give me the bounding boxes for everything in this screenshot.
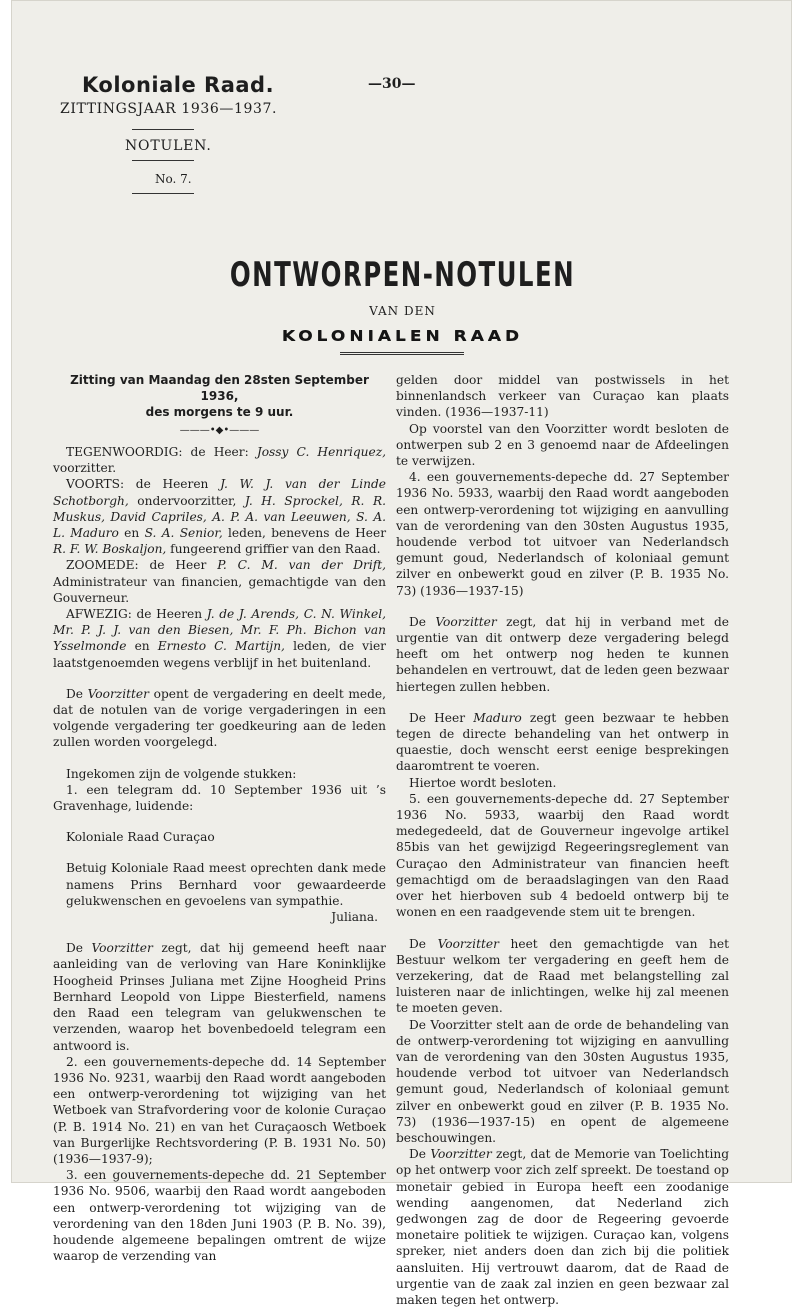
memo-role: Voorzitter bbox=[430, 1147, 492, 1162]
header-rule-bottom bbox=[132, 193, 194, 194]
attendance-further bbox=[53, 476, 386, 557]
council-banner-text: KOLONIALEN RAAD bbox=[281, 327, 524, 345]
maduro-lead: De Heer bbox=[409, 710, 474, 725]
present-tail: voorzitter. bbox=[53, 461, 117, 476]
telegram-signature: Juliana. bbox=[331, 910, 378, 925]
session-year: ZITTINGSJAAR 1936—1937. bbox=[60, 101, 278, 117]
memo-lead: De bbox=[409, 1147, 431, 1162]
sitting-heading-line1: Zitting van Maandag den 28sten September 1936, bbox=[70, 373, 369, 403]
document-page bbox=[11, 0, 792, 1307]
urgency-role: Voorzitter bbox=[435, 614, 497, 629]
also-tail: Administrateur van financien, gemachtigde van den Gouverneur. bbox=[53, 574, 386, 605]
main-title: ONTWORPEN-NOTULEN bbox=[229, 255, 576, 295]
also-name: P. C. M. van der Drift, bbox=[217, 558, 386, 573]
further-lead: VOORTS: de Heeren bbox=[66, 477, 221, 492]
further-mid-2: en bbox=[118, 526, 145, 541]
further-mid-1: ondervoorzitter, bbox=[128, 493, 245, 508]
decision: Hiertoe wordt besloten. bbox=[409, 775, 557, 790]
welcome-lead: De bbox=[409, 936, 438, 951]
further-tail: fungeerend griffier van den Raad. bbox=[166, 542, 381, 557]
memo-tail: zegt, dat de Memorie van Toelichting op het ontwerp voor zich zelf spreekt. De toestand op monetair gebied in Europa heeft een zoodanige wending aangenomen, dat Nederland zich gedwongen zag de door de Regeering gevoerde monetaire politiek te wijzigen. Curaçao kan, volgens spreker, niet anders doen dan zich bij die politiek aansluiten. Hij vertrouwt daarom, dat de Raad de urgentie van de zaak zal inzien en geen bezwaar zal maken tegen het ontwerp. bbox=[396, 1147, 730, 1307]
maduro-statement bbox=[396, 710, 729, 775]
item-1: 1. een telegram dd. 10 September 1936 uit ’s Gravenhage, luidende: bbox=[53, 782, 386, 814]
notulen-label: NOTULEN. bbox=[125, 138, 212, 154]
absent-names-2: Ernesto C. Martijn, bbox=[157, 639, 285, 654]
page-number: —30— bbox=[368, 76, 416, 92]
chair-says-role: Voorzitter bbox=[91, 941, 153, 956]
sitting-heading bbox=[53, 372, 386, 420]
attendance-present bbox=[53, 444, 386, 476]
item-2: 2. een gouvernements-depeche dd. 14 September 1936 No. 9231, waarbij den Raad wordt aangeboden een ontwerp-verordening tot wijziging van het Wetboek van Strafvordering voor de kolonie Curaçao (P. B. 1914 No. 21) en van het Curaçaosch Wetboek van Burgerlijke Rechtsvordering (P. B. 1931 No. 50) (1936—1937-9); bbox=[53, 1054, 386, 1166]
opening-lead: De bbox=[66, 686, 88, 701]
present-name: Jossy C. Henriquez, bbox=[256, 445, 387, 459]
item-5: 5. een gouvernements-depeche dd. 27 September 1936 No. 5933, waarbij den Raad wordt medegedeeld, dat de Gouverneur ingevolge artikel 85bis van het gewijzigd Regeeringsreglement van Curaçao den Administrateur van financien heeft gemachtigd om de beraadslagingen van den Raad over het hierboven sub 4 bedoeld ontwerp bij te wonen en een raadgevende stem uit te brengen. bbox=[396, 791, 729, 920]
opening-tail: opent de vergadering en deelt mede, dat de notulen van de vorige vergaderingen in een volgende vergadering ter goedkeuring aan de leden zullen worden voorgelegd. bbox=[53, 686, 387, 750]
attendance-also bbox=[53, 557, 386, 606]
item-4: 4. een gouvernements-depeche dd. 27 September 1936 No. 5933, waarbij den Raad wordt aangeboden een ontwerp-verordening tot wijziging en aanvulling van de verordening van den 30sten Augustus 1935, houdende verbod tot uitvoer van Nederlandsch gemunt goud, Nederlandsch of koloniaal gemunt zilver en onbewerkt goud en zilver (P. B. 1935 No. 73) (1936—1937-15) bbox=[396, 470, 729, 598]
memo-statement bbox=[396, 1146, 729, 1308]
chair-statement bbox=[53, 940, 386, 1053]
further-names-4: R. F. W. Boskaljon, bbox=[53, 542, 167, 557]
maduro-tail: zegt geen bezwaar te hebben tegen de directe behandeling van het ontwerp in quaestie, doch wenscht eerst eenige besprekingen daaromtrent te voeren. bbox=[396, 710, 729, 774]
van-den-label: VAN DEN bbox=[369, 304, 436, 318]
documents-intro: Ingekomen zijn de volgende stukken: bbox=[66, 766, 297, 781]
opening-paragraph bbox=[53, 686, 386, 751]
absent-names-1: J. de J. Arends, C. N. Winkel, Mr. P. J. J. van den Biesen, Mr. F. Ph. Bichon van Ysselmonde bbox=[53, 607, 386, 654]
absent-tail: leden, de vier laatstgenoemden wegens verblijf in het buitenland. bbox=[53, 639, 387, 670]
title-double-rule bbox=[340, 352, 464, 355]
council-title: Koloniale Raad. bbox=[82, 73, 275, 97]
telegram-address: Koloniale Raad Curaçao bbox=[66, 830, 215, 845]
chair-says-lead: De bbox=[66, 941, 92, 956]
issue-number: No. 7. bbox=[155, 172, 192, 186]
item-3: 3. een gouvernements-depeche dd. 21 September 1936 No. 9506, waarbij den Raad wordt aangeboden een ontwerp-verordening tot wijziging van de verordening van den 18den Juni 1903 (P. B. No. 39), houdende algemeene bepalingen omtrent de wijze waarop de verzending van bbox=[53, 1168, 386, 1264]
present-lead: TEGENWOORDIG: de Heer: bbox=[66, 445, 257, 459]
further-mid-3: leden, benevens de Heer bbox=[222, 526, 387, 541]
council-banner bbox=[12, 326, 793, 346]
maduro-name: Maduro bbox=[473, 710, 522, 725]
right-column bbox=[396, 372, 729, 1308]
telegram-body: Betuig Koloniale Raad meest oprechten dank mede namens Prins Bernhard voor gewaardeerde gelukwenschen en gevoelens van sympathie. bbox=[66, 861, 386, 908]
referral-decision: Op voorstel van den Voorzitter wordt besloten de ontwerpen sub 2 en 3 genoemd naar de Afdeelingen te verwijzen. bbox=[396, 421, 729, 469]
header-rule-top bbox=[132, 129, 194, 130]
also-lead: ZOOMEDE: de Heer bbox=[66, 558, 218, 573]
opening-role: Voorzitter bbox=[87, 686, 149, 701]
welcome-role: Voorzitter bbox=[437, 936, 499, 951]
urgency-statement bbox=[396, 614, 729, 695]
urgency-lead: De bbox=[409, 614, 436, 629]
left-column bbox=[53, 372, 386, 1264]
agenda-statement: De Voorzitter stelt aan de orde de behandeling van de ontwerp-verordening tot wijziging en aanvulling van de verordening van den 30sten Augustus 1935, houdende verbod tot uitvoer van Nederlandsch gemunt goud, Nederlandsch of koloniaal gemunt zilver en onbewerkt goud en zilver (P. B. 1935 No. 73) (1936—1937-15) en opent de algemeene beschouwingen. bbox=[396, 1017, 729, 1145]
ornament-divider: ———•◆•——— bbox=[179, 425, 260, 436]
further-names-1: J. W. J. van der Linde Schotborgh, bbox=[53, 477, 386, 508]
absent-lead: AFWEZIG: de Heeren bbox=[66, 607, 207, 622]
sitting-heading-line2: des morgens te 9 uur. bbox=[145, 405, 294, 419]
further-names-2: J. H. Sprockel, R. R. Muskus, David Capriles, A. P. A. van Leeuwen, S. A. L. Maduro bbox=[53, 493, 386, 541]
further-names-3: S. A. Senior, bbox=[144, 526, 223, 541]
item-3-continuation: gelden door middel van postwissels in het binnenlandsch verkeer van Curaçao kan plaats vinden. (1936—1937-11) bbox=[396, 373, 729, 420]
absent-mid: en bbox=[126, 639, 158, 654]
header-rule-mid bbox=[132, 160, 194, 161]
welcome-tail: heet den gemachtigde van het Bestuur welkom ter vergadering en geeft hem de verzekering, dat de Raad met belangstelling zal luisteren naar de inlichtingen, welke hij zal meenen te moeten geven. bbox=[396, 936, 729, 1016]
urgency-tail: zegt, dat hij in verband met de urgentie van dit ontwerp deze vergadering belegd heeft om het ontwerp nog heden te kunnen behandelen en vertrouwt, dat de leden geen bezwaar hiertegen zullen hebben. bbox=[396, 614, 730, 694]
chair-says-tail: zegt, dat hij gemeend heeft naar aanleiding van de verloving van Hare Koninklijke Hoogheid Prinses Juliana met Zijne Hoogheid Prins Bernhard Leopold von Lippe Biesterfield, namens den Raad een telegram van gelukwenschen te verzenden, waarop het bovenbedoeld telegram een antwoord is. bbox=[53, 941, 387, 1053]
welcome-statement bbox=[396, 936, 729, 1017]
attendance-absent bbox=[53, 606, 386, 671]
